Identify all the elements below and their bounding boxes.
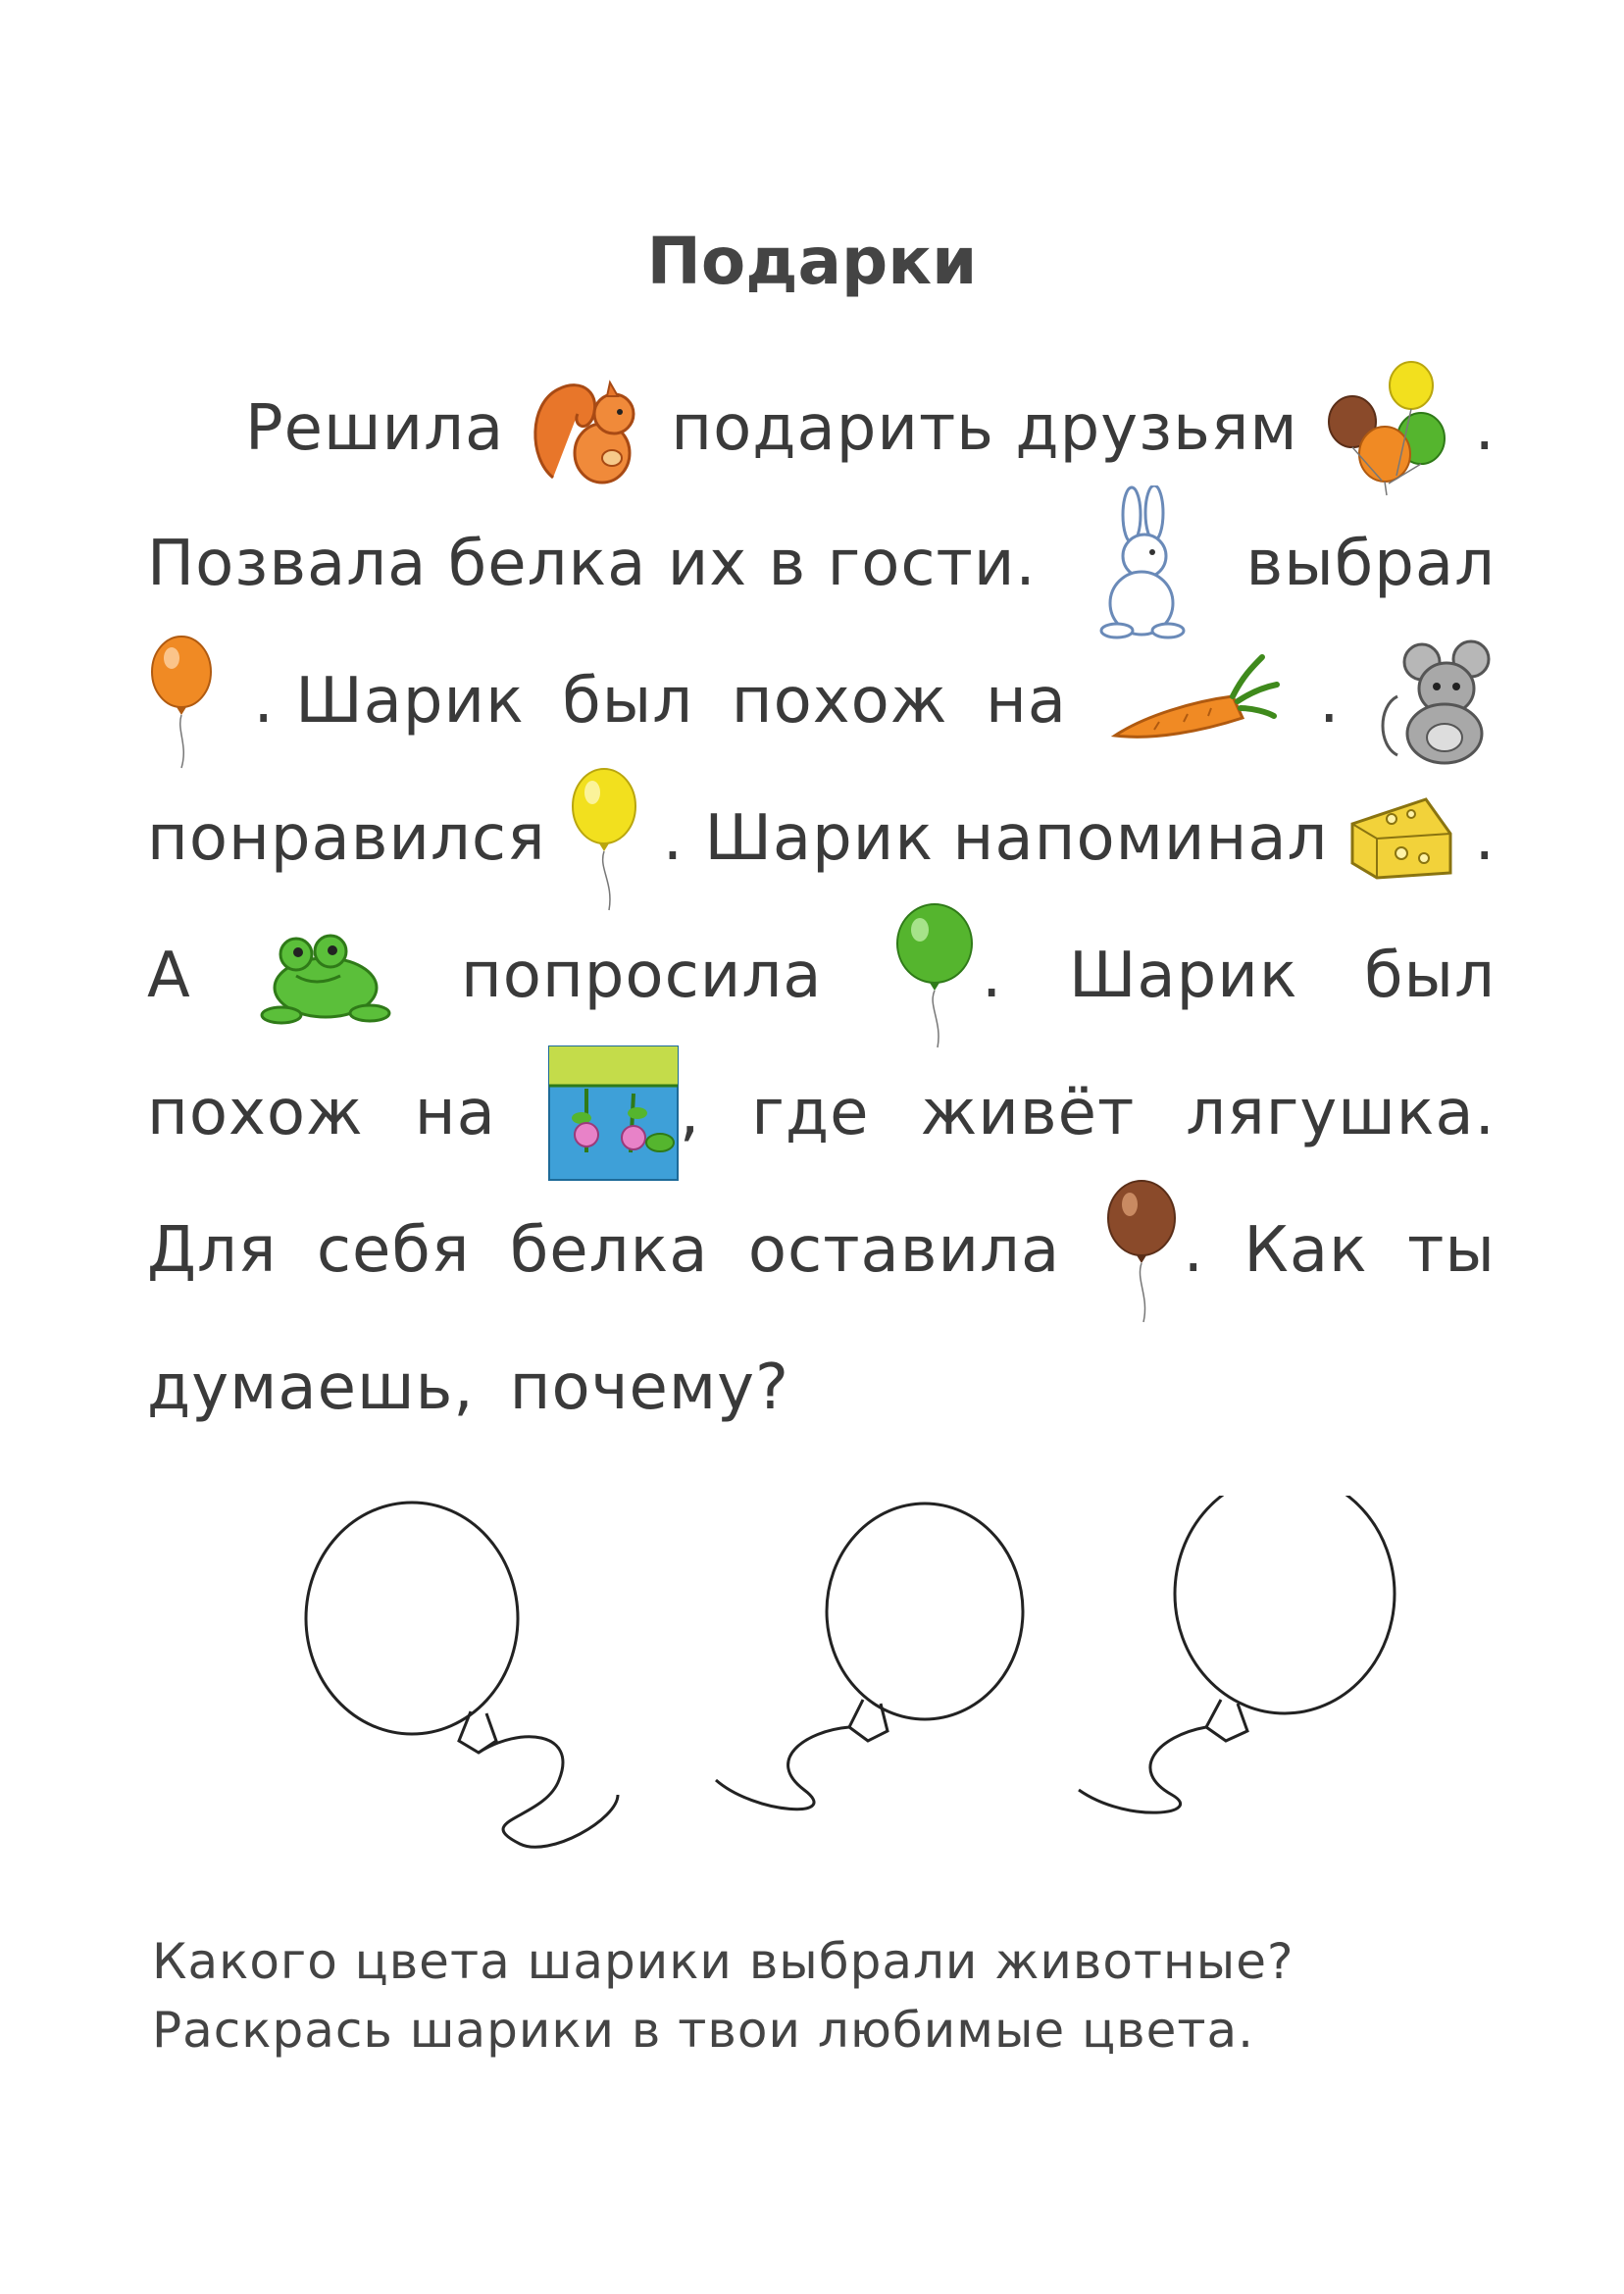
story-word: .: [1474, 802, 1496, 875]
story-word: живёт: [920, 1077, 1136, 1149]
coloring-balloon-1: [306, 1503, 618, 1847]
story-word: ,: [679, 1077, 701, 1149]
story-word: Как: [1243, 1214, 1368, 1287]
green-balloon-icon: [888, 902, 982, 1049]
pond-icon: [547, 1045, 680, 1182]
story-word: попросила: [460, 940, 823, 1012]
story-word: себя: [316, 1214, 471, 1287]
story-word: . Шарик: [253, 665, 525, 738]
story-word: выбрал: [1245, 528, 1496, 600]
story-line-1: [245, 370, 1496, 487]
story-line-3: [147, 642, 1496, 760]
task-instruction: Раскрась шарики в твои любимые цвета.: [152, 2002, 1255, 2059]
story-word: был: [562, 665, 694, 738]
story-word: .: [1319, 665, 1341, 738]
story-line-2: [147, 505, 1496, 623]
task-question: Какого цвета шарики выбрали животные?: [152, 1933, 1294, 1990]
story-word: был: [1364, 940, 1496, 1012]
story-word: . Шарик: [662, 802, 934, 875]
brown-balloon-icon: [1100, 1177, 1184, 1324]
story-line-5: [147, 917, 1496, 1035]
task-instructions: [152, 1927, 1294, 2065]
story-word: Шарик: [1068, 940, 1298, 1012]
cheese-icon: [1347, 794, 1455, 883]
carrot-icon: [1105, 647, 1282, 755]
story-word: где: [751, 1077, 870, 1149]
story-word: думаешь,: [147, 1351, 475, 1424]
squirrel-icon: [524, 365, 651, 492]
story-word: .: [1474, 392, 1496, 465]
story-word: понравился: [147, 802, 546, 875]
bunny-icon: [1088, 485, 1195, 642]
story-word: лягушка.: [1186, 1077, 1496, 1149]
story-word: похож: [731, 665, 948, 738]
story-line-4: [147, 780, 1496, 897]
coloring-balloon-2: [716, 1504, 1023, 1810]
coloring-balloon-3: [1079, 1496, 1395, 1812]
page-title: Подарки: [646, 224, 978, 299]
story-word: А: [147, 940, 191, 1012]
story-word: подарить друзьям: [671, 392, 1298, 465]
story-word: .: [1183, 1214, 1204, 1287]
story-word: Решила: [245, 392, 505, 465]
story-word: Для: [147, 1214, 278, 1287]
story-word: на: [414, 1077, 496, 1149]
story-line-8: [147, 1329, 1496, 1447]
story-word: почему?: [509, 1351, 789, 1424]
mouse-icon: [1378, 637, 1496, 765]
story-word: напоминал: [952, 802, 1329, 875]
orange-balloon-icon: [147, 633, 216, 770]
story-line-6: [147, 1054, 1496, 1172]
story-word: Позвала белка их в гости.: [147, 528, 1037, 600]
story-word: .: [982, 940, 1003, 1012]
story-word: белка: [509, 1214, 709, 1287]
balloon-bunch-icon: [1318, 358, 1455, 500]
story-word: оставила: [747, 1214, 1061, 1287]
yellow-balloon-icon: [565, 765, 643, 912]
story-word: ты: [1407, 1214, 1496, 1287]
frog-icon: [257, 927, 394, 1025]
coloring-balloons: [294, 1496, 1451, 1888]
story-word: похож: [147, 1077, 364, 1149]
story-word: на: [985, 665, 1067, 738]
story-line-7: [147, 1192, 1496, 1309]
